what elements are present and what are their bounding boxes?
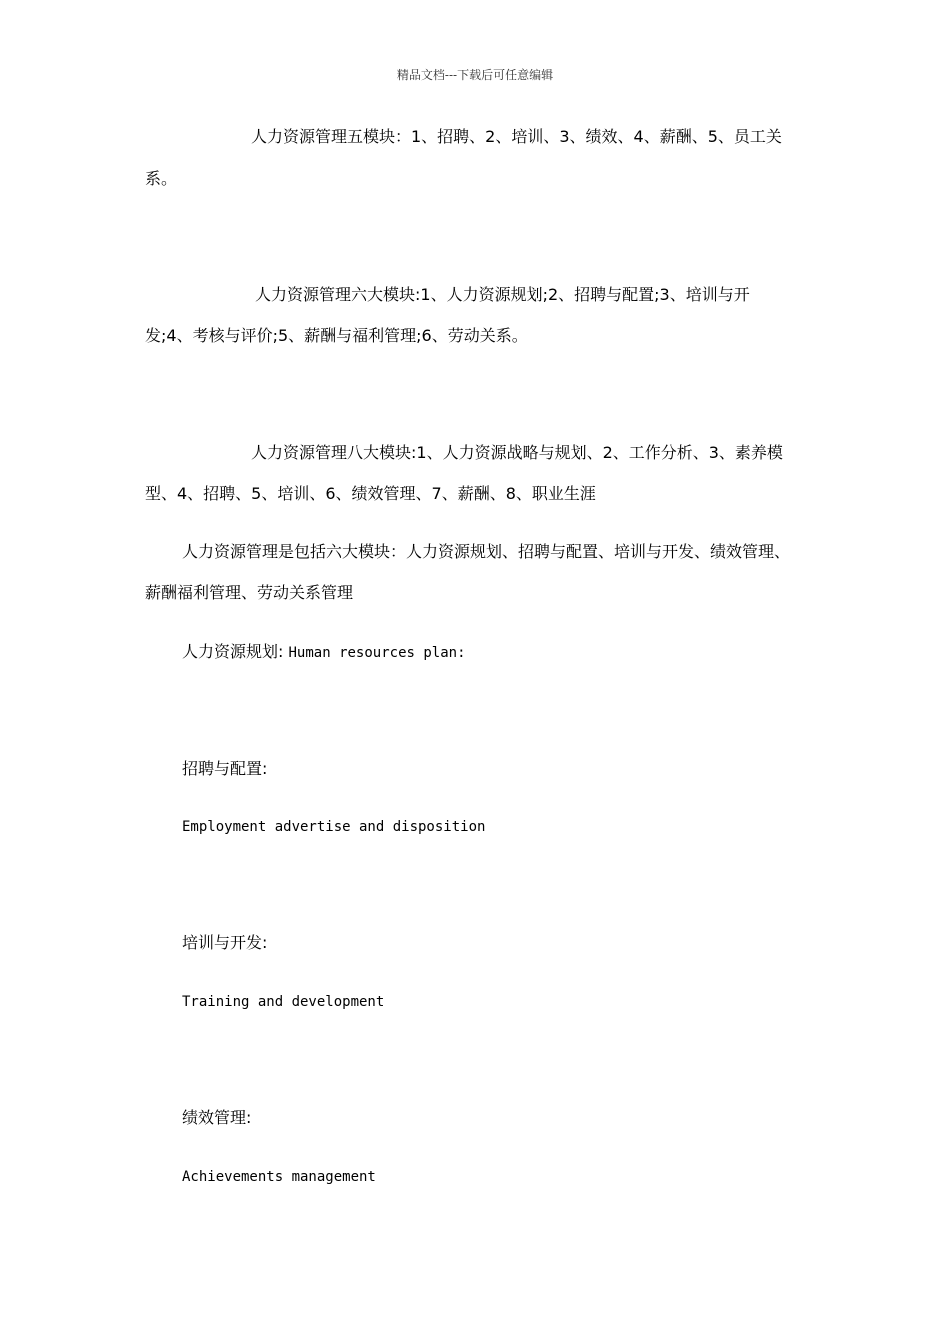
paragraph-summary-line-2: 薪酬福利管理、劳动关系管理 xyxy=(145,583,354,602)
paragraph-eight-modules-line-2: 型、4、招聘、5、培训、6、绩效管理、7、薪酬、8、职业生涯 xyxy=(145,484,596,503)
paragraph-five-modules-line-2: 系。 xyxy=(145,169,178,188)
module-training-label: 培训与开发: xyxy=(182,933,268,952)
module-recruitment-english: Employment advertise and disposition xyxy=(182,819,486,835)
module-performance-label: 绩效管理: xyxy=(182,1108,252,1127)
page-header: 精品文档---下载后可任意编辑 xyxy=(396,68,554,82)
module-recruitment-label: 招聘与配置: xyxy=(182,759,268,778)
module-performance-english: Achievements management xyxy=(182,1169,376,1185)
paragraph-six-modules-line-2: 发;4、考核与评价;5、薪酬与福利管理;6、劳动关系。 xyxy=(145,326,528,345)
paragraph-six-modules-line-1: 人力资源管理六大模块:1、人力资源规划;2、招聘与配置;3、培训与开 xyxy=(255,285,750,304)
paragraph-eight-modules-line-1: 人力资源管理八大模块:1、人力资源战略与规划、2、工作分析、3、素养模 xyxy=(251,443,783,462)
module-hr-planning-label: 人力资源规划: xyxy=(182,642,284,661)
paragraph-summary-line-1: 人力资源管理是包括六大模块：人力资源规划、招聘与配置、培训与开发、绩效管理、 xyxy=(182,542,791,561)
module-hr-planning xyxy=(182,642,466,663)
module-training-english: Training and development xyxy=(182,994,385,1010)
paragraph-five-modules-line-1: 人力资源管理五模块：1、招聘、2、培训、3、绩效、4、薪酬、5、员工关 xyxy=(251,127,782,146)
module-hr-planning-english: Human resources plan: xyxy=(288,645,466,661)
